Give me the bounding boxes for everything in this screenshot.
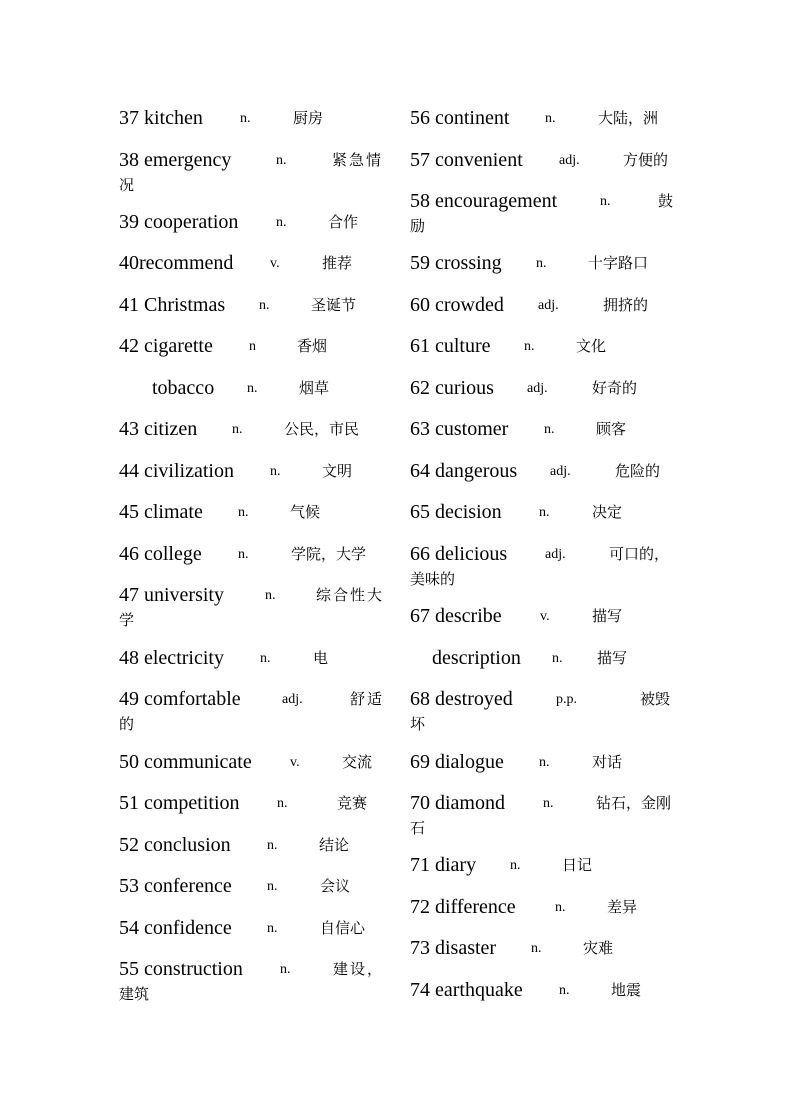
vocab-entry xyxy=(410,292,678,318)
part-of-speech: n. xyxy=(544,422,555,437)
meaning: 气候 xyxy=(290,505,321,521)
vocab-entry xyxy=(410,686,678,734)
meaning-continuation: 石 xyxy=(410,821,426,837)
meaning-continuation: 的 xyxy=(119,717,135,733)
meaning: 顾客 xyxy=(596,422,627,438)
meaning: 综合性大 xyxy=(316,588,385,604)
part-of-speech: adj. xyxy=(545,547,566,562)
part-of-speech: adj. xyxy=(559,153,580,168)
meaning: 竞赛 xyxy=(337,796,368,812)
meaning: 自信心 xyxy=(320,921,366,937)
vocab-word: 72 difference xyxy=(410,896,516,918)
part-of-speech: n. xyxy=(260,651,271,666)
vocab-entry xyxy=(119,209,387,235)
vocab-entry xyxy=(410,749,678,775)
part-of-speech: n. xyxy=(552,651,563,666)
meaning: 对话 xyxy=(592,755,623,771)
vocab-word: 43 citizen xyxy=(119,418,198,440)
meaning: 香烟 xyxy=(297,339,328,355)
vocab-entry xyxy=(410,603,678,629)
vocab-entry xyxy=(410,147,678,173)
vocab-entry xyxy=(119,105,387,131)
part-of-speech: n. xyxy=(524,339,535,354)
part-of-speech: n xyxy=(249,339,256,354)
vocab-word: 39 cooperation xyxy=(119,211,239,233)
vocab-entry xyxy=(119,499,387,525)
part-of-speech: n. xyxy=(536,256,547,271)
part-of-speech: n. xyxy=(545,111,556,126)
vocab-word: 55 construction xyxy=(119,958,243,980)
part-of-speech: n. xyxy=(600,194,611,209)
meaning: 结论 xyxy=(319,838,350,854)
meaning: 建设， xyxy=(333,962,385,978)
part-of-speech: n. xyxy=(277,796,288,811)
meaning: 烟草 xyxy=(299,381,330,397)
part-of-speech: n. xyxy=(232,422,243,437)
vocab-entry xyxy=(410,333,678,359)
vocab-word: 67 describe xyxy=(410,605,502,627)
meaning: 日记 xyxy=(562,858,593,874)
meaning: 公民，市民 xyxy=(284,422,360,438)
meaning: 鼓 xyxy=(658,194,674,210)
vocab-word: 49 comfortable xyxy=(119,688,241,710)
vocab-entry xyxy=(119,416,387,442)
meaning: 方便的 xyxy=(623,153,669,169)
vocab-entry xyxy=(119,832,387,858)
vocab-word: 64 dangerous xyxy=(410,460,518,482)
meaning: 描写 xyxy=(597,651,628,667)
meaning: 危险的 xyxy=(615,464,661,480)
vocab-word: 38 emergency xyxy=(119,149,232,171)
meaning-continuation: 美味的 xyxy=(410,572,456,588)
part-of-speech: adj. xyxy=(550,464,571,479)
vocab-word: 45 climate xyxy=(119,501,203,523)
meaning: 好奇的 xyxy=(592,381,638,397)
vocab-word: 44 civilization xyxy=(119,460,234,482)
vocab-word: 54 confidence xyxy=(119,917,232,939)
vocab-word: 46 college xyxy=(119,543,202,565)
vocab-word: 56 continent xyxy=(410,107,510,129)
part-of-speech: adj. xyxy=(282,692,303,707)
meaning: 紧急情 xyxy=(332,153,384,169)
part-of-speech: n. xyxy=(267,921,278,936)
part-of-speech: n. xyxy=(238,505,249,520)
meaning-continuation: 况 xyxy=(119,178,135,194)
vocab-entry xyxy=(119,915,387,941)
vocab-word: 40recommend xyxy=(119,252,234,274)
vocab-entry xyxy=(119,333,387,359)
meaning: 大陆，洲 xyxy=(598,111,659,127)
vocab-entry xyxy=(119,541,387,567)
part-of-speech: adj. xyxy=(538,298,559,313)
meaning: 文化 xyxy=(576,339,607,355)
vocab-word: tobacco xyxy=(152,377,215,399)
vocab-word: 57 convenient xyxy=(410,149,523,171)
vocab-word: 58 encouragement xyxy=(410,190,558,212)
part-of-speech: n. xyxy=(270,464,281,479)
vocab-word: 41 Christmas xyxy=(119,294,226,316)
part-of-speech: v. xyxy=(290,755,300,770)
part-of-speech: n. xyxy=(543,796,554,811)
vocab-entry xyxy=(410,250,678,276)
meaning-continuation: 学 xyxy=(119,613,135,629)
vocab-entry xyxy=(410,541,678,589)
meaning: 差异 xyxy=(607,900,638,916)
meaning-continuation: 坏 xyxy=(410,717,426,733)
vocab-word: 37 kitchen xyxy=(119,107,203,129)
meaning: 十字路口 xyxy=(588,256,649,272)
meaning: 舒适 xyxy=(350,692,385,708)
meaning: 可口的， xyxy=(609,547,670,563)
meaning: 会议 xyxy=(320,879,351,895)
part-of-speech: n. xyxy=(267,879,278,894)
vocab-entry xyxy=(410,499,678,525)
vocab-word: 69 dialogue xyxy=(410,751,504,773)
vocab-word: 68 destroyed xyxy=(410,688,513,710)
vocab-word: 53 conference xyxy=(119,875,232,897)
meaning: 学院，大学 xyxy=(291,547,367,563)
vocab-entry xyxy=(410,852,678,878)
meaning: 圣诞节 xyxy=(311,298,357,314)
vocab-word: 66 delicious xyxy=(410,543,508,565)
part-of-speech: n. xyxy=(539,755,550,770)
meaning: 推荐 xyxy=(322,256,353,272)
part-of-speech: n. xyxy=(240,111,251,126)
meaning: 地震 xyxy=(611,983,642,999)
meaning: 交流 xyxy=(342,755,373,771)
meaning: 文明 xyxy=(322,464,353,480)
vocab-entry xyxy=(119,873,387,899)
vocab-word: 47 university xyxy=(119,584,224,606)
part-of-speech: n. xyxy=(276,153,287,168)
part-of-speech: n. xyxy=(555,900,566,915)
part-of-speech: n. xyxy=(265,588,276,603)
vocab-entry xyxy=(432,645,678,671)
vocab-entry xyxy=(410,416,678,442)
part-of-speech: n. xyxy=(280,962,291,977)
vocab-entry xyxy=(410,894,678,920)
vocab-entry xyxy=(410,375,678,401)
vocab-word: 71 diary xyxy=(410,854,477,876)
part-of-speech: n. xyxy=(510,858,521,873)
vocab-entry xyxy=(410,935,678,961)
meaning: 厨房 xyxy=(293,111,324,127)
meaning: 决定 xyxy=(592,505,623,521)
part-of-speech: v. xyxy=(270,256,280,271)
part-of-speech: n. xyxy=(276,215,287,230)
vocab-entry xyxy=(410,977,678,1003)
vocab-entry xyxy=(119,292,387,318)
vocab-entry xyxy=(410,790,678,838)
meaning: 合作 xyxy=(328,215,359,231)
vocab-word: 59 crossing xyxy=(410,252,502,274)
vocab-word: 65 decision xyxy=(410,501,502,523)
vocab-word: 62 curious xyxy=(410,377,494,399)
vocab-entry xyxy=(410,105,678,131)
vocab-word: 50 communicate xyxy=(119,751,252,773)
vocab-word: description xyxy=(432,647,521,669)
part-of-speech: n. xyxy=(259,298,270,313)
vocab-entry xyxy=(152,375,387,401)
vocab-entry xyxy=(410,188,678,236)
meaning: 描写 xyxy=(592,609,623,625)
part-of-speech: n. xyxy=(267,838,278,853)
vocab-entry xyxy=(119,749,387,775)
vocab-word: 51 competition xyxy=(119,792,240,814)
vocab-entry xyxy=(119,956,387,1004)
part-of-speech: n. xyxy=(559,983,570,998)
meaning: 被毁 xyxy=(640,692,671,708)
vocab-entry xyxy=(119,645,387,671)
part-of-speech: n. xyxy=(539,505,550,520)
vocab-word: 48 electricity xyxy=(119,647,224,669)
vocab-word: 61 culture xyxy=(410,335,491,357)
vocab-word: 63 customer xyxy=(410,418,509,440)
part-of-speech: v. xyxy=(540,609,550,624)
part-of-speech: p.p. xyxy=(556,692,577,707)
vocab-word: 42 cigarette xyxy=(119,335,213,357)
vocab-entry xyxy=(119,790,387,816)
vocab-word: 70 diamond xyxy=(410,792,505,814)
vocab-entry xyxy=(119,458,387,484)
vocab-entry xyxy=(119,686,387,734)
vocab-entry xyxy=(119,582,387,630)
meaning: 钻石，金刚 xyxy=(596,796,672,812)
vocab-word: 52 conclusion xyxy=(119,834,231,856)
vocab-word: 73 disaster xyxy=(410,937,497,959)
part-of-speech: n. xyxy=(238,547,249,562)
vocab-word: 60 crowded xyxy=(410,294,504,316)
meaning-continuation: 励 xyxy=(410,219,426,235)
meaning: 拥挤的 xyxy=(603,298,649,314)
meaning-continuation: 建筑 xyxy=(119,987,150,1003)
vocab-entry xyxy=(410,458,678,484)
part-of-speech: adj. xyxy=(527,381,548,396)
meaning: 灾难 xyxy=(583,941,614,957)
vocab-entry xyxy=(119,147,387,195)
part-of-speech: n. xyxy=(247,381,258,396)
meaning: 电 xyxy=(313,651,329,667)
vocab-entry xyxy=(119,250,387,276)
vocab-word: 74 earthquake xyxy=(410,979,523,1001)
part-of-speech: n. xyxy=(531,941,542,956)
